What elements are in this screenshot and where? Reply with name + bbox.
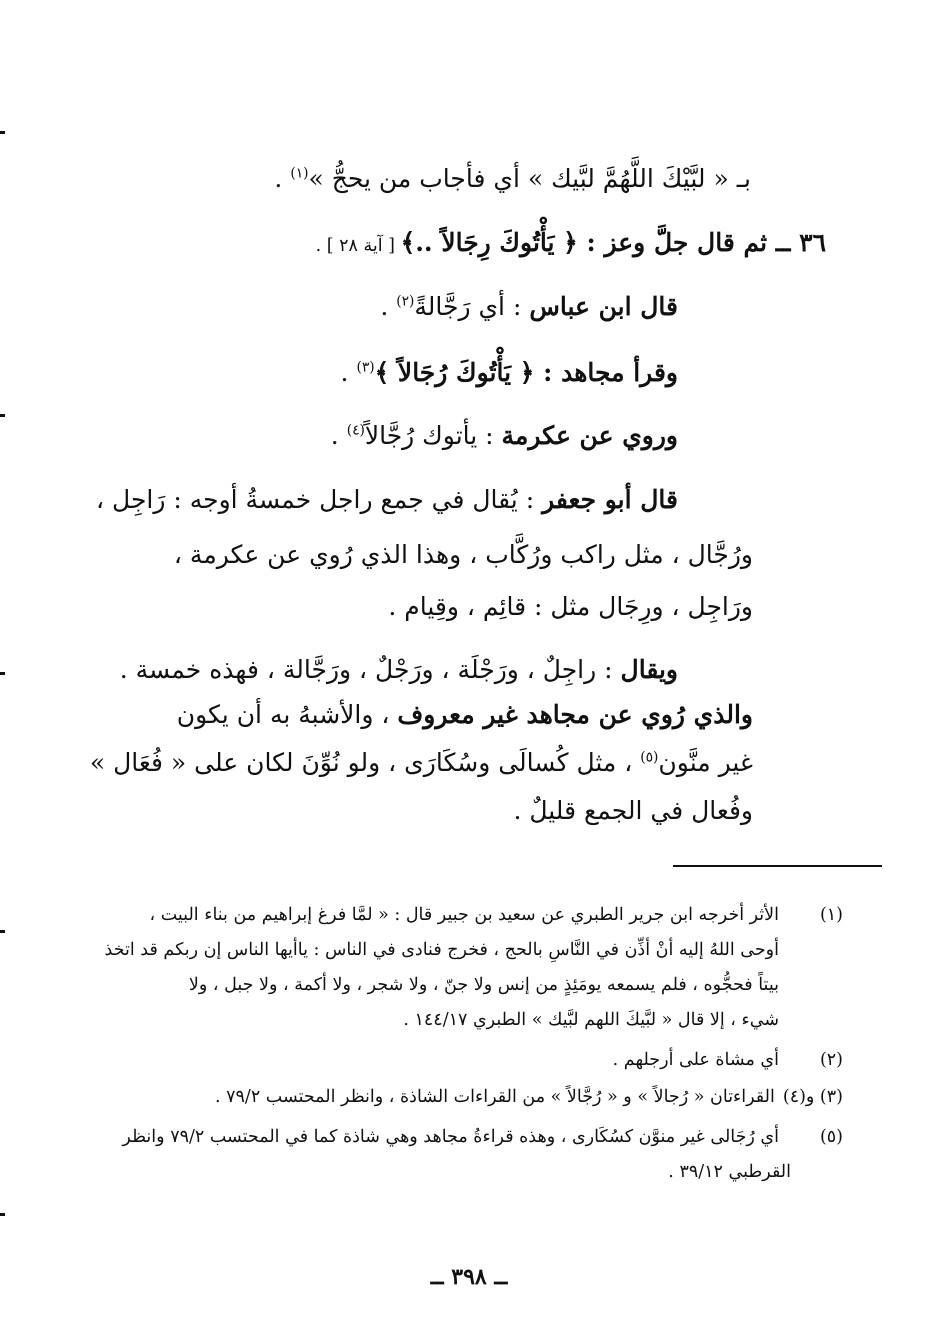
verse-heading-36 xyxy=(316,228,826,258)
verse-quote: ٣٦ ــ ثم قال جلَّ وعز : ﴿ يَأْتُوكَ رِجَالاً ..﴾ xyxy=(400,228,826,257)
margin-mark xyxy=(0,672,5,675)
footnote-1-line-3: بيتاً فحجُّوه ، فلم يسمعه يومَئِذٍ من إنس ولا جنّ ، ولا شجر ، ولا أكمة ، ولا جبل ، ولا xyxy=(188,975,779,995)
body-line-3: قال ابن عباس : أي رَجَّالةً$^{(٢)}$ . xyxy=(380,292,678,321)
footnote-2: (٢)أي مشاة على أرجلهم . xyxy=(612,1050,843,1070)
verse-reference: [ آية ٢٨ ] . xyxy=(315,236,401,256)
footnote-3-4: (٣) و(٤)القراءتان « رُجالاً » و « رُجَّالاً » من القراءات الشاذة ، وانظر المحتسب ٧٩/٢ . xyxy=(214,1087,843,1107)
footnote-ref-5[interactable]: (٥) xyxy=(640,749,659,766)
body-line-5: وروي عن عكرمة : يأتوك رُجَّالاً$^{(٤)}$ . xyxy=(330,421,678,450)
footnote-ref-2[interactable]: (٢) xyxy=(396,293,415,310)
footnote-1-line-1: (١)الأثر أخرجه ابن جرير الطبري عن سعيد بن جبير قال : « لمَّا فرغ إبراهيم من بناء البيت ، xyxy=(149,905,843,925)
paragraph-1-line-1: قال أبو جعفر : يُقال في جمع راجل خمسةُ أوجه : رَاجِل ، xyxy=(96,485,678,514)
paragraph-2-line-2: والذي رُوي عن مجاهد غير معروف ، والأشبهُ به أن يكون xyxy=(176,700,753,729)
footnote-5-line-2: القرطبي ٣٩/١٢ . xyxy=(668,1162,791,1182)
margin-mark xyxy=(0,131,5,134)
body-line-4: وقرأ مجاهد : ﴿ يَأْتُوكَ رُجَالاً ﴾$^{(٣)}$ . xyxy=(340,358,678,387)
footnote-5-line-1: (٥)أي رُجَالى غير منوَّن كسُكَارى ، وهذه قراءةُ مجاهد وهي شاذة كما في المحتسب ٧٩/٢ وانظر xyxy=(122,1127,843,1147)
paragraph-1-line-3: ورَاجِل ، ورِجَال مثل : قائِم ، وقِيام . xyxy=(388,592,753,621)
body-line-1: بـ « لبَّيْكَ اللَّهُمَّ لبَّيك » أي فأجاب من يحجُّ »$^{(١)}$ . xyxy=(274,164,751,193)
paragraph-2-line-4: وفُعال في الجمع قليلٌ . xyxy=(513,796,753,825)
footnote-ref-4[interactable]: (٤) xyxy=(346,422,365,439)
paragraph-2-line-1: ويقال : راجِلٌ ، ورَجْلَة ، ورَجْلٌ ، ورَجَّالة ، فهذه خمسة . xyxy=(119,655,678,684)
paragraph-1-line-2: ورُجَّال ، مثل راكب ورُكَّاب ، وهذا الذي رُوي عن عكرمة ، xyxy=(173,540,753,569)
footnote-1-line-4: شيء ، إلا قال « لبَّيكَ اللهم لبَّيك » الطبري ١٤٤/١٧ . xyxy=(403,1010,779,1030)
paragraph-2-line-3: غير منَّون$^{(٥)}$ ، مثل كُسالَى وسُكَارَى ، ولو نُوِّنَ لكان على « فُعَال » xyxy=(89,748,753,777)
footnote-ref-3[interactable]: (٣) xyxy=(356,359,375,376)
footnote-number: (٢) xyxy=(819,1050,843,1070)
footnote-number: (١) xyxy=(819,905,843,925)
page-number: ــ ٣٩٨ ــ xyxy=(430,1264,508,1290)
margin-mark xyxy=(0,930,5,933)
margin-mark xyxy=(0,414,5,417)
footnote-number: (٥) xyxy=(819,1127,843,1147)
footnote-separator xyxy=(673,865,882,867)
footnote-number: (٣) و(٤) xyxy=(782,1087,843,1107)
margin-mark xyxy=(0,1213,5,1216)
footnote-1-line-2: أوحى اللهُ إليه أنْ أذِّن في النَّاسِ بالحج ، فخرج فنادى في الناس : ياأيها الناس إن ربكم قد اتخذ xyxy=(104,940,779,960)
footnote-ref-1[interactable]: (١) xyxy=(290,165,309,182)
